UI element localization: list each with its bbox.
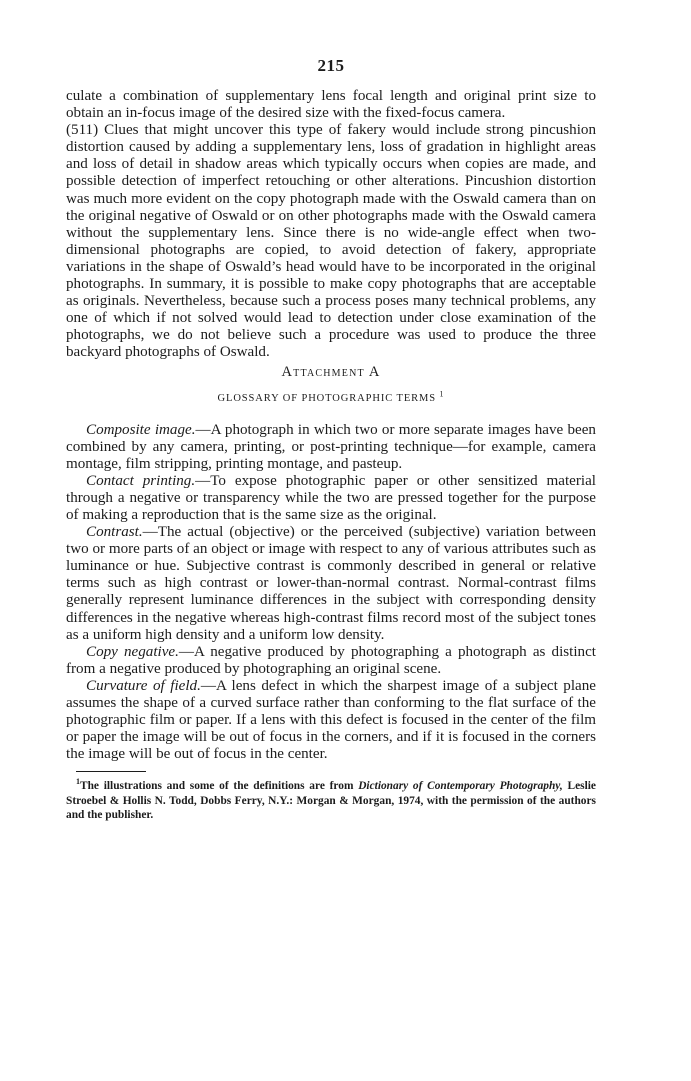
definition-contact-printing xyxy=(66,473,596,524)
definition-text: —A lens defect in which the sharpest image of a subject plane assumes the shape of a curved surface rather than conforming to the flat surface of the photographic film or paper. If a lens with this defect is focused in the center of the film or paper the image will be out of focus in the corners, and if it is focused in the corners the image will be out of focus in the center. xyxy=(66,677,596,763)
document-page xyxy=(66,56,596,822)
definition-text: —A negative produced by photographing a photograph as distinct from a negative produced by photographing an original scene. xyxy=(66,643,596,677)
glossary-heading xyxy=(66,389,596,406)
definition-term: Contact printing. xyxy=(86,472,196,489)
definition-curvature-of-field xyxy=(66,678,596,763)
glossary-footnote-marker: 1 xyxy=(439,389,445,398)
footnote xyxy=(66,779,596,822)
definition-contrast xyxy=(66,524,596,644)
footnote-text-after: Leslie Stroebel & Hollis N. Todd, Dobbs Ferry, N.Y.: Morgan & Morgan, 1974, with the permission of the authors and the publisher. xyxy=(66,780,596,821)
definition-text: —A photograph in which two or more separate images have been combined by any camera, printing, or post-printing technique—for example, camera montage, film stripping, printing montage, and pasteup. xyxy=(66,421,596,472)
definition-term: Curvature of field. xyxy=(86,677,201,694)
footnote-book-title: Dictionary of Contemporary Photography, xyxy=(358,780,563,793)
definition-composite-image xyxy=(66,422,596,473)
definition-term: Composite image. xyxy=(86,421,196,438)
definition-text: —The actual (objective) or the perceived (subjective) variation between two or more parts of an object or image with respect to any of various attributes such as luminance or hue. Subjective contrast is commonly described in general or relative terms such as high contrast or lower-than-normal contrast. Normal-contrast films generally represent luminance differences in the subject with corresponding density differences in the negative whereas high-contrast films record most of the subject tones as a uniform high density and a uniform low density. xyxy=(66,524,596,643)
definition-term: Copy negative. xyxy=(86,643,179,660)
continuation-paragraph: culate a combination of supplementary lens focal length and original print size to obtain an in-focus image of the desired size with the fixed-focus camera. xyxy=(66,88,596,122)
footnote-marker: 1 xyxy=(76,777,80,787)
attachment-heading: Attachment A xyxy=(281,363,381,380)
definition-text: —To expose photographic paper or other sensitized material through a negative or transparency while the two are pressed together for the purpose of making a reproduction that is the same size as the original. xyxy=(66,472,596,523)
footnote-divider xyxy=(76,771,146,772)
page-number: 215 xyxy=(317,56,345,75)
definition-term: Contrast. xyxy=(86,524,143,541)
glossary-heading-text: GLOSSARY OF PHOTOGRAPHIC TERMS xyxy=(217,392,437,404)
paragraph-511: (511) Clues that might uncover this type of fakery would include strong pincushion distortion caused by adding a supplementary lens, loss of gradation in highlight areas and loss of detail in shadow areas which typically occurs when copies are made, and possible detection of imperfect retouching or other alterations. Pincushion distortion was much more evident on the copy photograph made with the Oswald camera than on the original negative of Oswald or on other photographs made with the Oswald camera without the supplementary lens. Since there is no wide-angle effect when two-dimensional photographs are copied, to avoid detection of fakery, appropriate variations in the shape of Oswald’s head would have to be incorporated in the original photographs. In summary, it is possible to make copy photographs that are acceptable as originals. Nevertheless, because such a process poses many technical problems, any one of which if not solved would lead to detection under close examination of the photographs, we do not believe such a procedure was used to produce the three backyard photographs of Oswald. xyxy=(66,122,596,361)
definition-copy-negative xyxy=(66,644,596,678)
footnote-text-before: The illustrations and some of the definitions are from xyxy=(80,780,359,793)
